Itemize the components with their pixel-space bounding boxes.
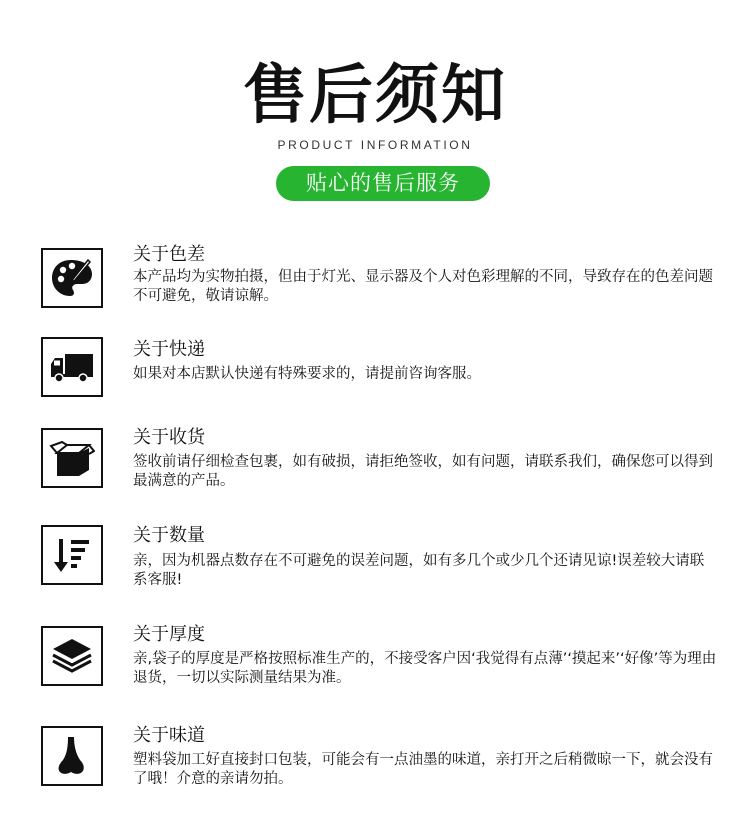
page-subtitle: PRODUCT INFORMATION — [277, 138, 473, 152]
page-title: 售后须知 — [243, 59, 507, 133]
notice-title: 关于快递 — [133, 339, 205, 360]
layers-icon — [41, 626, 103, 686]
service-badge: 贴心的售后服务 — [276, 166, 490, 201]
notice-desc: 本产品均为实物拍摄，但由于灯光、显示器及个人对色彩理解的不同，导致存在的色差问题不可避免，敬请谅解。 — [133, 269, 713, 304]
sort-descending-icon — [41, 525, 103, 585]
notice-desc: 亲，因为机器点数存在不可避免的误差问题，如有多几个或少几个还请见谅!误差较大请联系客服! — [133, 553, 705, 588]
notice-desc: 签收前请仔细检查包裹，如有破损，请拒绝签收，如有问题，请联系我们，确保您可以得到最满意的产品。 — [133, 454, 713, 489]
notice-title: 关于收货 — [133, 427, 205, 448]
notice-desc: 亲,袋子的厚度是严格按照标准生产的，不接受客户因‘我觉得有点薄’‘摸起来’‘好像’等为理由退货，一切以实际测量结果为准。 — [133, 651, 717, 686]
notice-desc: 塑料袋加工好直接封口包装，可能会有一点油墨的味道，亲打开之后稍微晾一下，就会没有了哦！介意的亲请勿拍。 — [133, 752, 713, 787]
palette-icon — [41, 248, 103, 308]
notice-desc: 如果对本店默认快递有特殊要求的，请提前咨询客服。 — [133, 366, 481, 382]
notice-title: 关于厚度 — [133, 624, 205, 645]
truck-icon — [41, 337, 103, 397]
nose-icon — [41, 726, 103, 786]
notice-title: 关于色差 — [133, 244, 205, 265]
box-icon — [41, 428, 103, 488]
notice-title: 关于数量 — [133, 525, 205, 546]
notice-title: 关于味道 — [133, 725, 205, 746]
